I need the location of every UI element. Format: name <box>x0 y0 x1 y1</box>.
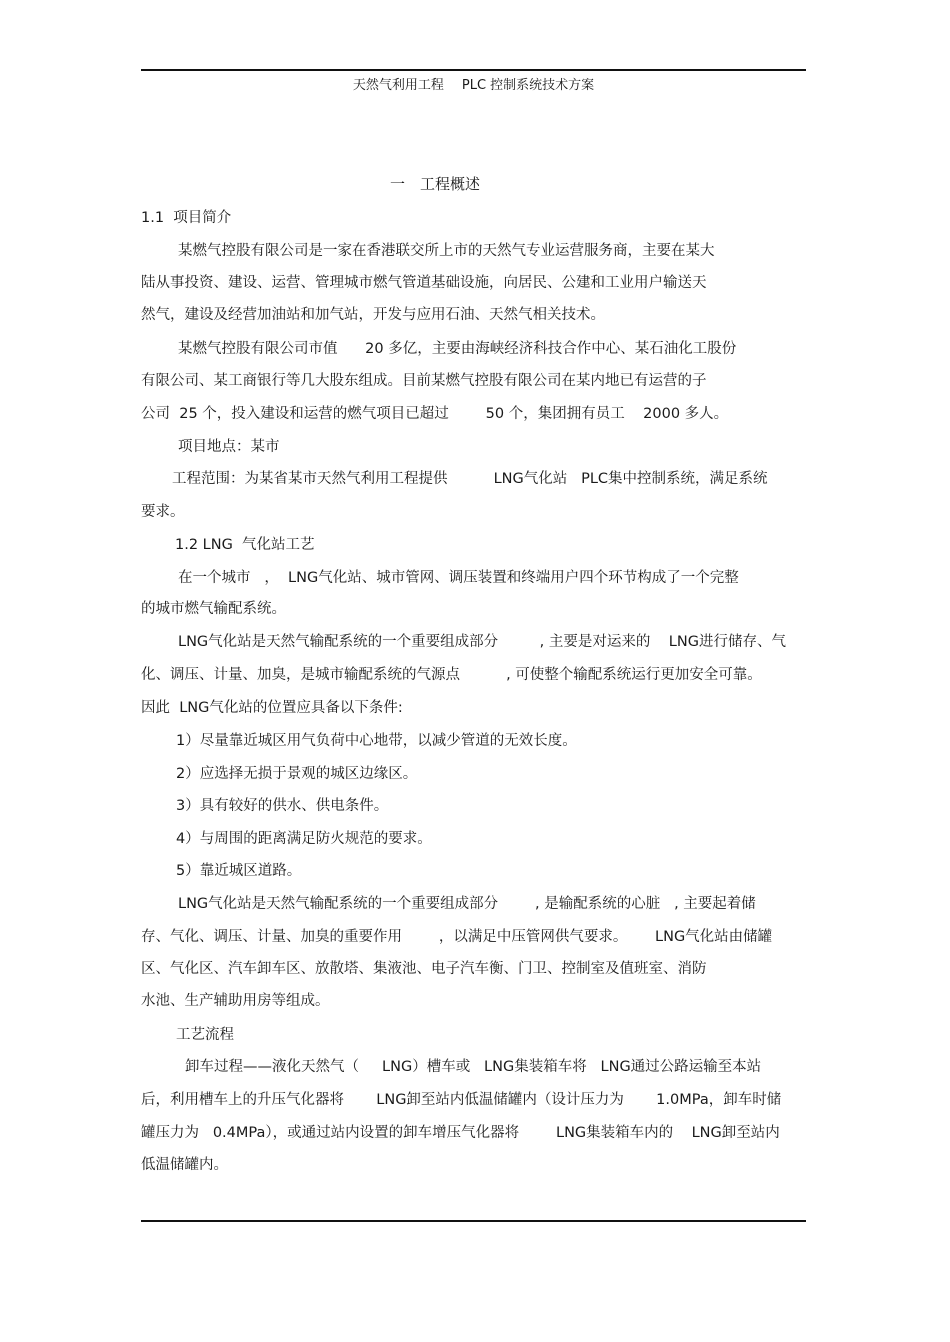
footer-rule <box>141 1220 806 1222</box>
body-line: 某燃气控股有限公司市值 20 多亿，主要由海峡经济科技合作中心、某石油化工股份 <box>178 341 737 357</box>
body-line: 低温储罐内。 <box>141 1157 228 1173</box>
body-line: 工程范围：为某省某市天然气利用工程提供 LNG气化站 PLC集中控制系统，满足系统 <box>172 471 768 487</box>
body-line: 1.1 项目简介 <box>141 210 232 226</box>
body-line: 卸车过程——液化天然气（ LNG）槽车或 LNG集装箱车将 LNG通过公路运输至本站 <box>185 1059 762 1075</box>
body-line: 5）靠近城区道路。 <box>176 863 302 879</box>
body-line: 后，利用槽车上的升压气化器将 LNG卸至站内低温储罐内（设计压力为 1.0MPa，卸车时储 <box>141 1092 782 1108</box>
body-line: LNG气化站是天然气输配系统的一个重要组成部分 , 是输配系统的心脏 , 主要起着储 <box>178 896 756 912</box>
body-line: 的城市燃气输配系统。 <box>141 601 286 617</box>
body-line: 水池、生产辅助用房等组成。 <box>141 993 330 1009</box>
header-rule <box>141 69 806 71</box>
running-header <box>141 74 806 93</box>
body-line: 因此 LNG气化站的位置应具备以下条件: <box>141 700 403 716</box>
body-line: 公司 25 个，投入建设和运营的燃气项目已超过 50 个，集团拥有员工 2000 多人。 <box>141 406 729 422</box>
body-line: 项目地点：某市 <box>178 439 280 455</box>
body-line: 1.2 LNG 气化站工艺 <box>175 537 315 553</box>
body-line: 2）应选择无损于景观的城区边缘区。 <box>176 766 418 782</box>
header-project-name: 天然气利用工程 <box>352 78 444 93</box>
body-line: 1）尽量靠近城区用气负荷中心地带，以减少管道的无效长度。 <box>176 733 577 749</box>
body-line: 有限公司、某工商银行等几大股东组成。目前某燃气控股有限公司在某内地已有运营的子 <box>141 373 707 389</box>
body-line: 在一个城市 ， LNG气化站、城市管网、调压装置和终端用户四个环节构成了一个完整 <box>178 570 739 586</box>
body-line: 然气，建设及经营加油站和加气站，开发与应用石油、天然气相关技术。 <box>141 307 605 323</box>
body-line: 工艺流程 <box>176 1027 234 1043</box>
body-line: LNG气化站是天然气输配系统的一个重要组成部分 , 主要是对运来的 LNG进行储存、气 <box>178 634 786 650</box>
body-line: 存、气化、调压、计量、加臭的重要作用 ，以满足中压管网供气要求。 LNG气化站由储罐 <box>141 929 773 945</box>
section-title: 一 工程概述 <box>390 175 481 193</box>
body-line: 化、调压、计量、加臭，是城市输配系统的气源点 , 可使整个输配系统运行更加安全可靠。 <box>141 667 762 683</box>
body-line: 要求。 <box>141 504 185 520</box>
body-line: 4）与周围的距离满足防火规范的要求。 <box>176 831 432 847</box>
body-line: 区、气化区、汽车卸车区、放散塔、集液池、电子汽车衡、门卫、控制室及值班室、消防 <box>141 961 707 977</box>
body-line: 某燃气控股有限公司是一家在香港联交所上市的天然气专业运营服务商，主要在某大 <box>178 243 715 259</box>
body-line: 罐压力为 0.4MPa），或通过站内设置的卸车增压气化器将 LNG集装箱车内的 LNG卸至站内 <box>141 1125 780 1141</box>
body-line: 3）具有较好的供水、供电条件。 <box>176 798 389 814</box>
body-line: 陆从事投资、建设、运营、管理城市燃气管道基础设施，向居民、公建和工业用户输送天 <box>141 275 707 291</box>
header-doc-type: PLC 控制系统技术方案 <box>461 78 595 93</box>
